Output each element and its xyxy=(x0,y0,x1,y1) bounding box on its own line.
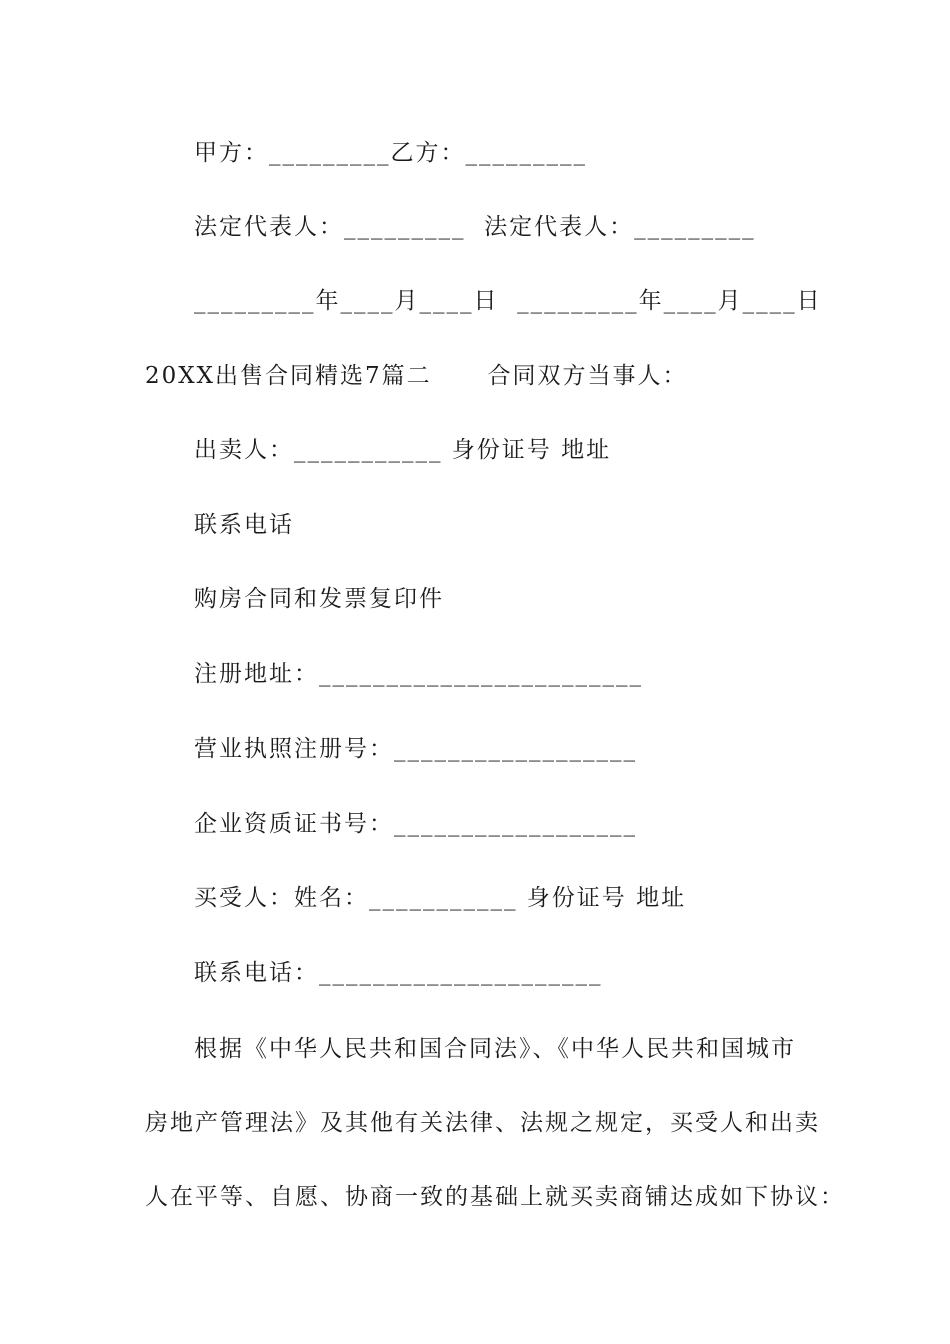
registered-address-line: 注册地址：________________________ xyxy=(194,661,643,687)
date-line: _________年____月____日 _________年____月____日 xyxy=(194,288,822,314)
legal-representative-line: 法定代表人：_________ 法定代表人：_________ xyxy=(194,214,756,240)
party-signature-line: 甲方：_________乙方：_________ xyxy=(194,140,587,166)
buyer-line: 买受人：姓名：___________ 身份证号 地址 xyxy=(194,885,687,911)
seller-phone-line: 联系电话 xyxy=(194,512,294,538)
body-paragraph-line-3: 人在平等、自愿、协商一致的基础上就买卖商铺达成如下协议： xyxy=(145,1184,845,1210)
buyer-phone-line: 联系电话：_____________________ xyxy=(194,960,603,986)
section-title-line: 20XX出售合同精选7篇二 合同双方当事人： xyxy=(145,363,688,389)
body-paragraph-line-1: 根据《中华人民共和国合同法》、《中华人民共和国城市 xyxy=(194,1036,796,1062)
business-license-line: 营业执照注册号：__________________ xyxy=(194,736,637,762)
seller-line: 出卖人：___________ 身份证号 地址 xyxy=(194,437,612,463)
qualification-cert-line: 企业资质证书号：__________________ xyxy=(194,811,637,837)
documents-line: 购房合同和发票复印件 xyxy=(194,586,444,612)
body-paragraph-line-2: 房地产管理法》及其他有关法律、法规之规定，买受人和出卖 xyxy=(145,1110,820,1136)
